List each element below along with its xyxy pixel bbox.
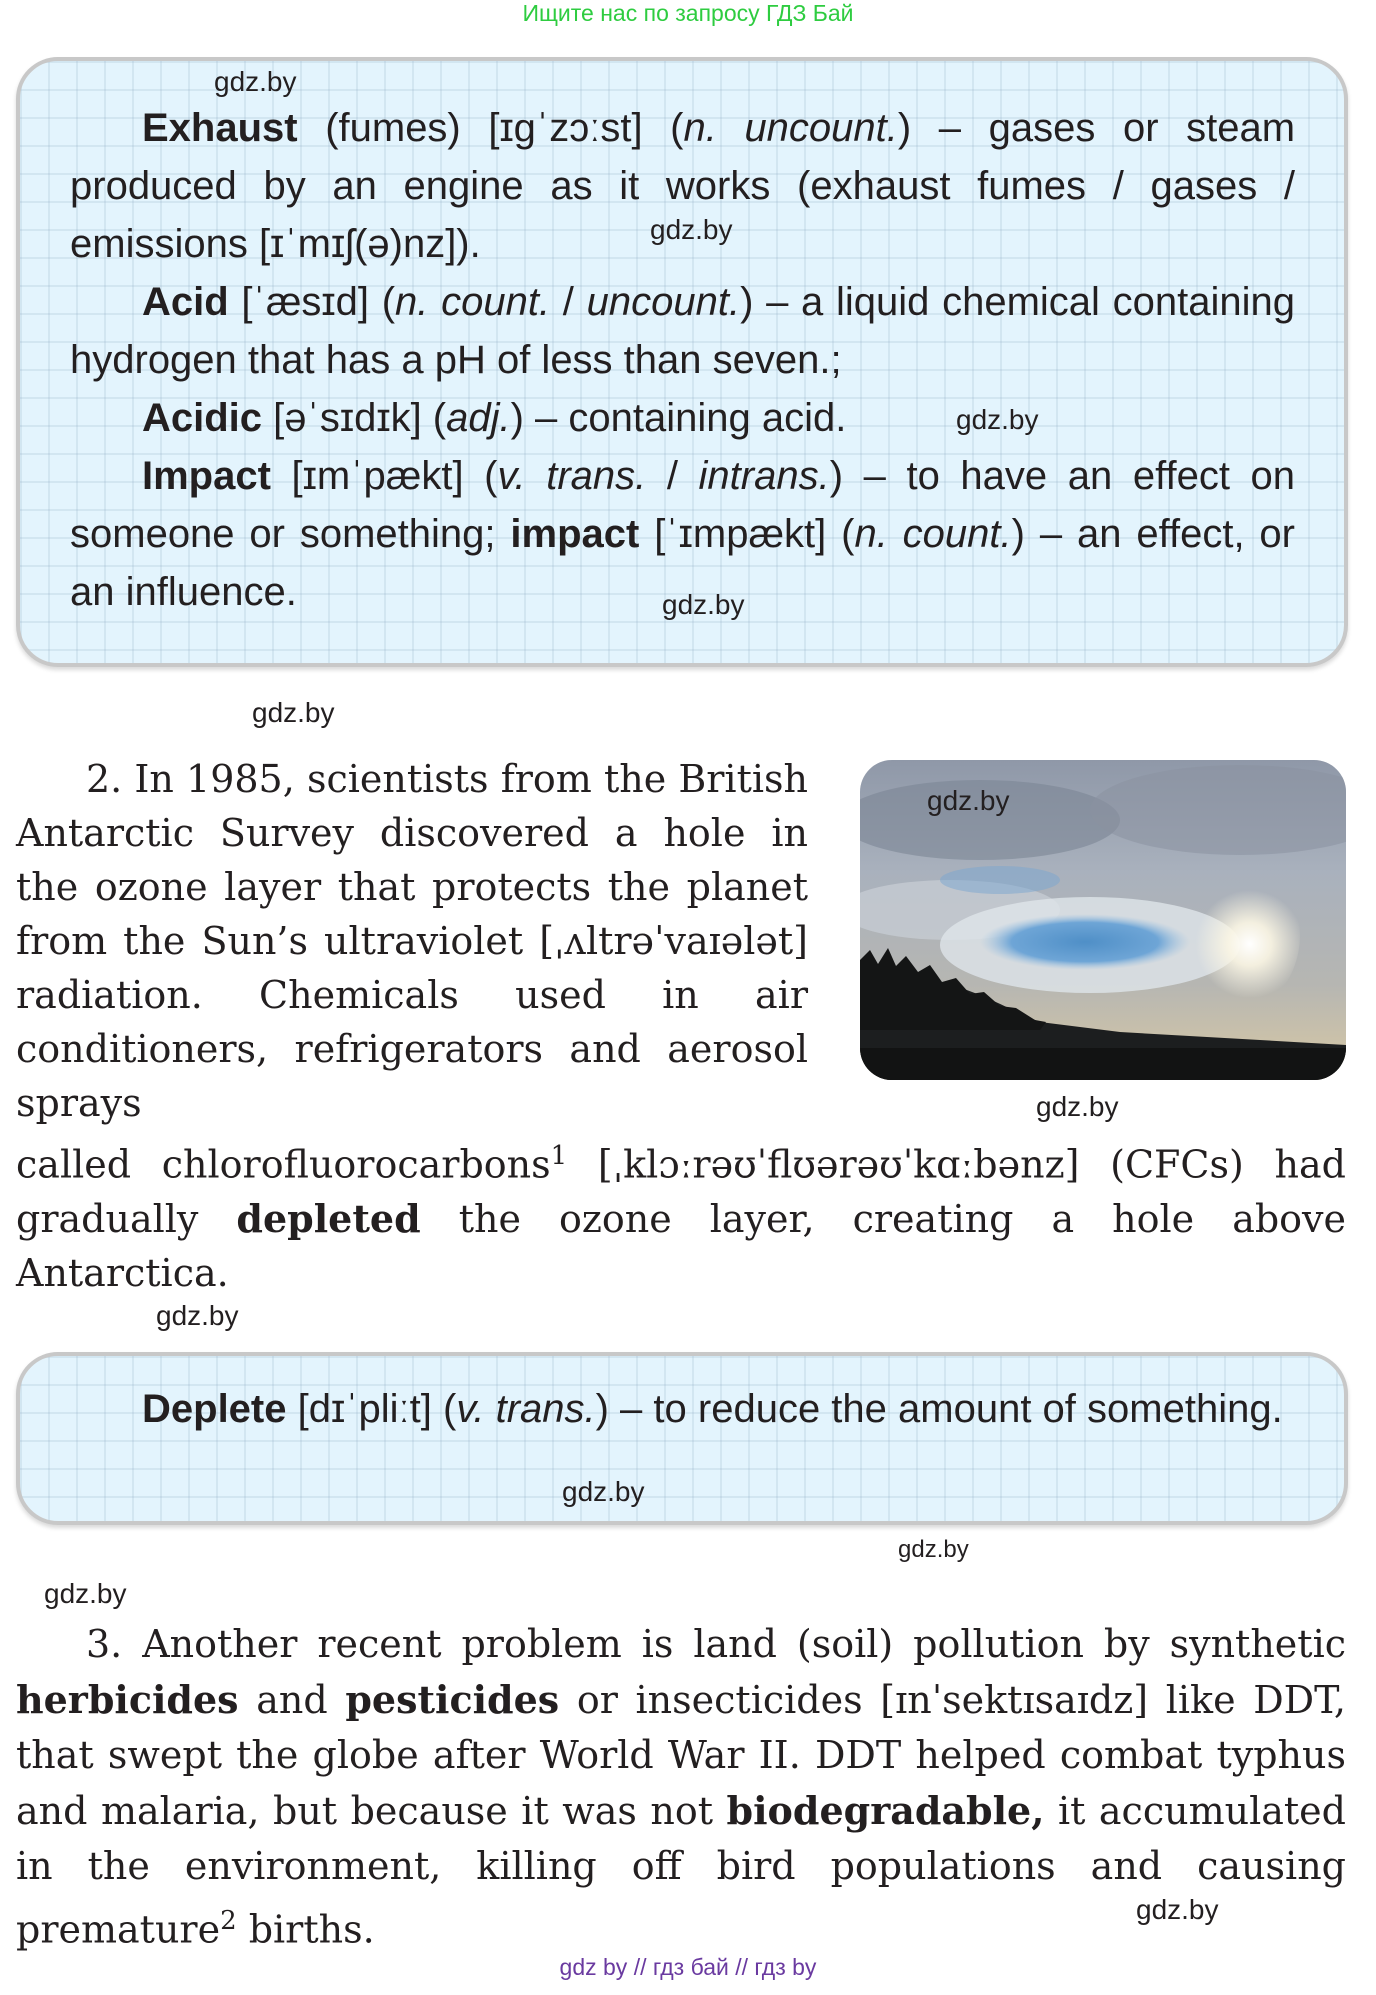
paragraph-3: 3. Another recent problem is land (soil) pollution by synthetic herbicides and pesticides or insecticides [ɪnˈsektɪsaɪdz] like DDT, that swept the globe after World War II. DDT helped combat typhus and malaria, but because it was not biodegradable, it accumulated in the environment, killing off bird populations and causing premature$^2$ births. — [16, 1622, 1346, 1952]
watermark: gdz.by — [252, 697, 335, 728]
entry-acidic: Acidic [əˈsɪdɪk] (adj.) – containing acid. — [142, 396, 847, 440]
watermark: gdz.by — [214, 66, 297, 97]
watermark: gdz.by — [1036, 1091, 1119, 1122]
watermark: gdz.by — [44, 1578, 127, 1609]
paragraph-3-number: 3. — [86, 1622, 123, 1666]
watermark: gdz.by — [927, 785, 1010, 816]
entry-deplete: Deplete [dɪˈpliːt] (v. trans.) – to reduce the amount of something. — [142, 1387, 1283, 1431]
paragraph-2-number: 2. — [86, 757, 123, 801]
entry-exhaust: Exhaust (fumes) [ɪɡˈzɔːst] (n. uncount.) – gases or steam produced by an engine as it works (exhaust fumes / gases / emissions [ɪˈmɪʃ(ə)nz]). — [70, 106, 1296, 266]
footnote-1: 1 — [550, 1141, 568, 1171]
vocabulary-entries-2 — [70, 1383, 1295, 1435]
watermark: gdz.by — [662, 589, 745, 620]
watermark: gdz.by — [562, 1476, 645, 1507]
watermark: gdz.by — [156, 1300, 239, 1331]
paragraph-2-column: 2. In 1985, scientists from the British Antarctic Survey discovered a hole in the ozone layer that protects the planet from the Sun’s ultraviolet [ˌʌltrəˈvaɪələt] radiation. Chemicals used in air conditioners, refrigerators and aerosol sprays — [16, 757, 808, 1125]
entry-impact: Impact [ɪmˈpækt] (v. trans. / intrans.) – to have an effect on someone or something; impact [ˈɪmpækt] (n. count.) – an effect, or an influence. — [70, 454, 1296, 614]
vocabulary-box-2 — [16, 1352, 1348, 1525]
footnote-2: 2 — [220, 1906, 237, 1936]
paragraph-2-continued: called chlorofluorocarbons$^1$ [ˌklɔːrəʊˈflʊərəʊˈkɑːbənz] (CFCs) had gradually depleted the ozone layer, creating a hole above Antarctica. — [16, 1141, 1347, 1295]
vocabulary-entries-1 — [70, 99, 1295, 621]
watermark: gdz.by — [956, 404, 1039, 435]
watermark: gdz.by — [898, 1536, 969, 1563]
footer-links[interactable]: gdz by // гдз бай // гдз by — [559, 1954, 817, 1980]
watermark: gdz.by — [1136, 1894, 1219, 1925]
entry-acid: Acid [ˈæsɪd] (n. count. / uncount.) – a liquid chemical containing hydrogen that has a pH of less than seven.; — [70, 280, 1295, 382]
header-search-link[interactable]: Ищите нас по запросу ГДЗ Бай — [522, 0, 854, 26]
watermark: gdz.by — [650, 214, 733, 245]
